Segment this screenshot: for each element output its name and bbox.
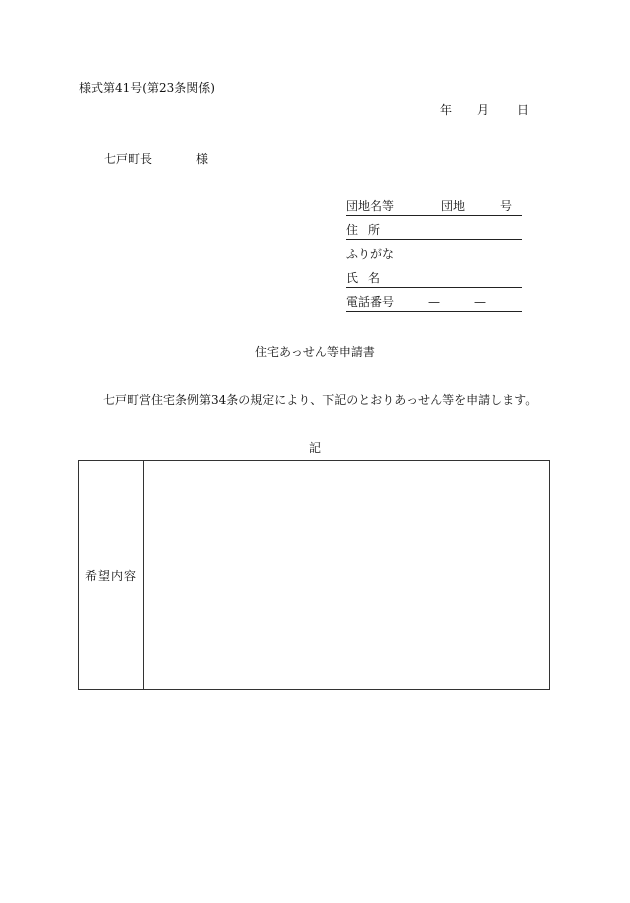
request-content-field[interactable]	[144, 461, 549, 689]
request-label: 希望内容	[84, 568, 137, 583]
danchi-field[interactable]	[346, 199, 522, 216]
danchi-label: 団地名等	[346, 199, 395, 213]
name-field[interactable]	[346, 271, 522, 288]
note-heading: 記	[308, 441, 321, 455]
date-line	[440, 103, 529, 117]
address-label: 住所	[346, 223, 391, 237]
furigana-label: ふりがな	[346, 247, 395, 261]
date-month-label: 月	[477, 103, 490, 117]
addressee-name: 七戸町長	[104, 152, 153, 166]
date-day-label: 日	[517, 103, 530, 117]
phone-dash-1: —	[428, 295, 440, 309]
number-suffix: 号	[500, 199, 513, 213]
form-number: 様式第41号(第23条関係)	[79, 81, 215, 95]
address-field[interactable]	[346, 223, 522, 240]
phone-field[interactable]	[346, 295, 522, 312]
phone-dash-2: —	[474, 295, 486, 309]
date-year-label: 年	[440, 103, 453, 117]
addressee	[104, 152, 208, 166]
document-title: 住宅あっせん等申請書	[255, 345, 375, 359]
danchi-suffix: 団地	[441, 199, 466, 213]
request-label-cell	[79, 461, 144, 689]
request-table	[78, 460, 550, 690]
addressee-honorific: 様	[196, 152, 209, 166]
body-text: 七戸町営住宅条例第34条の規定により、下記のとおりあっせん等を申請します。	[103, 393, 538, 407]
furigana-field[interactable]	[346, 247, 522, 263]
phone-label: 電話番号	[346, 295, 395, 309]
name-label: 氏名	[346, 271, 391, 285]
